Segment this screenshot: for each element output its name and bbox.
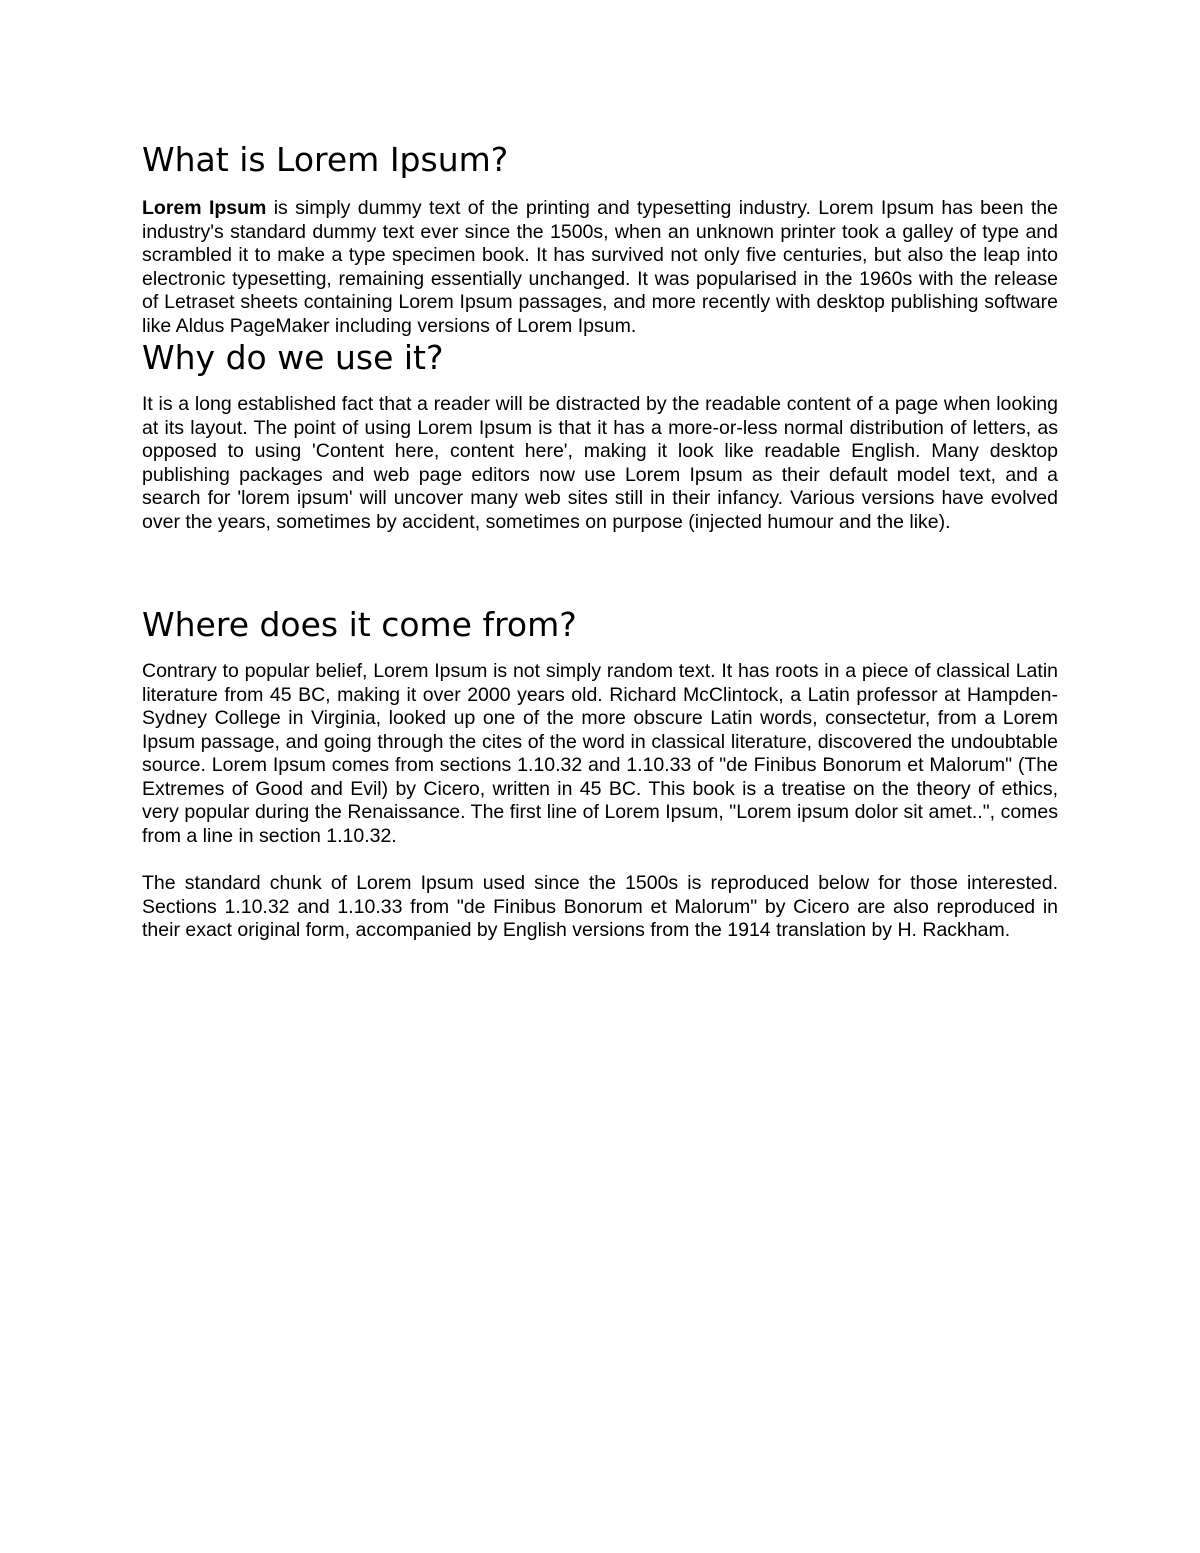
paragraph-what-is-lorem-ipsum-text: is simply dummy text of the printing and typesetting industry. Lorem Ipsum has been the industry's standard dummy text ever since the 1500s, when an unknown printer took a galley of type and scrambled it to make a type specimen book. It has survived not only five centuries, but also the leap into electronic typesetting, remaining essentially unchanged. It was popularised in the 1960s with the release of Letraset sheets containing Lorem Ipsum passages, and more recently with desktop publishing software like Aldus PageMaker including versions of Lorem Ipsum. [142, 197, 1059, 337]
paragraph-what-is-lorem-ipsum [142, 197, 1058, 338]
heading-why-do-we-use-it: Why do we use it? [142, 338, 444, 377]
document-body [142, 140, 1058, 943]
bold-lead-lorem-ipsum: Lorem Ipsum [142, 197, 267, 219]
heading-where-does-it-come-from: Where does it come from? [142, 605, 577, 644]
paragraph-where-does-it-come-from-2: The standard chunk of Lorem Ipsum used since the 1500s is reproduced below for those interested. Sections 1.10.32 and 1.10.33 from "de Finibus Bonorum et Malorum" by Cicero are also reproduced in their exact original form, accompanied by English versions from the 1914 translation by H. Rackham. [142, 872, 1058, 941]
paragraph-why-do-we-use-it: It is a long established fact that a reader will be distracted by the readable content of a page when looking at its layout. The point of using Lorem Ipsum is that it has a more-or-less normal distribution of letters, as opposed to using 'Content here, content here', making it look like readable English. Many desktop publishing packages and web page editors now use Lorem Ipsum as their default model text, and a search for 'lorem ipsum' will uncover many web sites still in their infancy. Various versions have evolved over the years, sometimes by accident, sometimes on purpose (injected humour and the like). [142, 393, 1058, 533]
heading-what-is-lorem-ipsum: What is Lorem Ipsum? [142, 140, 509, 179]
paragraph-where-does-it-come-from-1: Contrary to popular belief, Lorem Ipsum is not simply random text. It has roots in a piece of classical Latin literature from 45 BC, making it over 2000 years old. Richard McClintock, a Latin professor at Hampden-Sydney College in Virginia, looked up one of the more obscure Latin words, consectetur, from a Lorem Ipsum passage, and going through the cites of the word in classical literature, discovered the undoubtable source. Lorem Ipsum comes from sections 1.10.32 and 1.10.33 of "de Finibus Bonorum et Malorum" (The Extremes of Good and Evil) by Cicero, written in 45 BC. This book is a treatise on the theory of ethics, very popular during the Renaissance. The first line of Lorem Ipsum, "Lorem ipsum dolor sit amet..", comes from a line in section 1.10.32. [142, 660, 1058, 847]
